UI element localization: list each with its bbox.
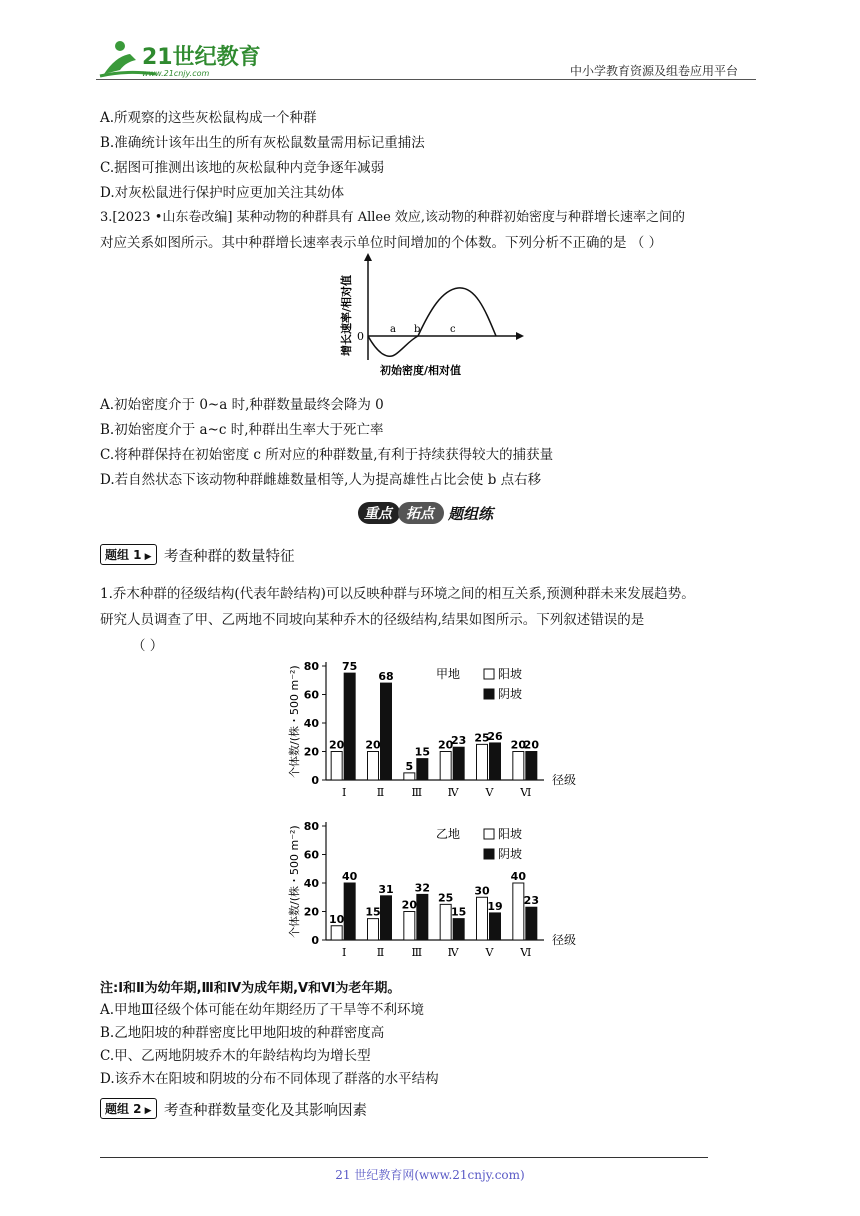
bar [381, 683, 392, 780]
bar [344, 883, 355, 940]
x-tick-label: Ⅴ [485, 946, 494, 959]
y-tick-label: 40 [303, 877, 319, 890]
q3-stem-line1: 3.[2023 •山东卷改编] 某种动物的种群具有 Allee 效应,该动物的种群初始密度与种群增长速率之间的 [100, 210, 686, 225]
chart-title: 甲地 [436, 667, 461, 681]
group1-option-b: B.乙地阳坡的种群密度比甲地阳坡的种群密度高 [100, 1025, 385, 1041]
play-triangle-icon: ▶ [141, 552, 152, 562]
x-tick-label: Ⅰ [341, 946, 347, 959]
data-label: 23 [451, 734, 467, 748]
data-label: 32 [414, 881, 430, 895]
bar [490, 743, 501, 780]
x-tick-label: Ⅵ [520, 946, 532, 959]
q3-stem-line2: 对应关系如图所示。其中种群增长速率表示单位时间增加的个体数。下列分析不正确的是 （ ） [100, 235, 663, 251]
bar [477, 744, 488, 780]
bar [417, 759, 428, 780]
data-label: 20 [510, 738, 526, 752]
allee-x-label: 初始密度/相对值 [380, 364, 462, 377]
allee-chart [330, 252, 530, 380]
footer-text: 21 世纪教育网(www.21cnjy.com) [335, 1168, 525, 1182]
x-tick-label: Ⅲ [411, 946, 423, 959]
logo-text: 21世纪教育 [142, 45, 261, 70]
q2-option-b: B.准确统计该年出生的所有灰松鼠数量需用标记重捕法 [100, 135, 425, 151]
x-axis-label: 径级 [552, 933, 577, 947]
q3-option-c: C.将种群保持在初始密度 c 所对应的种群数量,有利于持续获得较大的捕获量 [100, 447, 554, 463]
data-label: 19 [487, 899, 503, 913]
group1-q1-line2: 研究人员调查了甲、乙两地不同坡向某种乔木的径级结构,结果如图所示。下列叙述错误的是 [100, 612, 645, 628]
x-tick-label: Ⅵ [520, 786, 532, 799]
data-label: 5 [405, 759, 414, 773]
data-label: 68 [378, 670, 394, 684]
group1-option-a: A.甲地Ⅲ径级个体可能在幼年期经历了干旱等不利环境 [100, 1002, 425, 1018]
bar [453, 747, 464, 780]
bar [404, 773, 415, 780]
x-tick-label: Ⅰ [341, 786, 347, 799]
legend-label: 阴坡 [498, 847, 523, 861]
legend-swatch [484, 849, 494, 859]
data-label: 15 [414, 745, 430, 759]
bar [417, 894, 428, 940]
site-logo [96, 36, 266, 82]
group1-q1-line1: 1.乔木种群的径级结构(代表年龄结构)可以反映种群与环境之间的相互关系,预测种群未来发展趋势。 [100, 586, 695, 602]
play-triangle-icon: ▶ [141, 1106, 152, 1116]
y-tick-label: 20 [303, 745, 319, 759]
group1-option-c: C.甲、乙两地阴坡乔木的年龄结构均为增长型 [100, 1048, 371, 1064]
banner-left: 重点 [364, 506, 392, 522]
section-banner [358, 500, 508, 526]
y-axis-label: 个体数/(株・500 m⁻²) [288, 665, 301, 778]
data-label: 40 [510, 870, 526, 883]
group2-title: 考查种群数量变化及其影响因素 [164, 1103, 367, 1119]
data-label: 23 [523, 894, 539, 908]
bar [513, 883, 524, 940]
x-tick-label: Ⅴ [485, 786, 494, 799]
legend-label: 阳坡 [498, 827, 523, 841]
group1-note: 注:Ⅰ和Ⅱ为幼年期,Ⅲ和Ⅳ为成年期,Ⅴ和Ⅵ为老年期。 [100, 981, 401, 996]
q3-option-b: B.初始密度介于 a~c 时,种群出生率大于死亡率 [100, 422, 384, 438]
y-tick-label: 80 [303, 820, 319, 833]
data-label: 75 [342, 660, 358, 674]
bar [477, 897, 488, 940]
data-label: 30 [474, 884, 490, 898]
data-label: 20 [329, 738, 345, 752]
data-label: 15 [451, 905, 467, 919]
bar [490, 913, 501, 940]
allee-y-label: 增长速率/相对值 [340, 274, 353, 356]
bar-chart-jia [280, 658, 580, 806]
q2-option-a: A.所观察的这些灰松鼠构成一个种群 [100, 110, 317, 126]
bar [526, 752, 537, 781]
data-label: 31 [378, 882, 394, 896]
data-label: 20 [401, 898, 417, 912]
y-tick-label: 20 [303, 905, 319, 919]
x-axis-label: 径级 [552, 773, 577, 787]
x-tick-label: Ⅳ [447, 946, 459, 959]
legend-swatch [484, 689, 494, 699]
y-axis-label: 个体数/(株・500 m⁻²) [288, 825, 301, 938]
group2-tag [100, 1098, 157, 1119]
x-tick-label: Ⅱ [376, 946, 385, 959]
y-tick-label: 80 [303, 660, 319, 673]
bar [440, 904, 451, 940]
data-label: 20 [365, 738, 381, 752]
group1-tag-text: 题组 1 [105, 548, 142, 562]
banner-right: 题组练 [448, 505, 494, 523]
y-tick-label: 0 [311, 934, 319, 947]
allee-point-c: c [450, 324, 456, 335]
data-label: 26 [487, 729, 503, 743]
data-label: 40 [342, 870, 358, 883]
q2-option-d: D.对灰松鼠进行保护时应更加关注其幼体 [100, 185, 345, 201]
header-divider [96, 79, 756, 80]
x-tick-label: Ⅳ [447, 786, 459, 799]
group1-q1-line3: （ ） [132, 638, 164, 654]
legend-label: 阳坡 [498, 667, 523, 681]
y-tick-label: 60 [303, 848, 319, 862]
bar [381, 896, 392, 940]
bar [331, 752, 342, 781]
x-tick-label: Ⅲ [411, 786, 423, 799]
bar-chart-yi [280, 818, 580, 964]
data-label: 20 [438, 738, 454, 752]
banner-mid: 拓点 [406, 506, 434, 522]
y-tick-label: 40 [303, 717, 319, 730]
legend-swatch [484, 829, 494, 839]
q3-option-a: A.初始密度介于 0~a 时,种群数量最终会降为 0 [100, 397, 384, 413]
group1-title: 考查种群的数量特征 [164, 549, 295, 565]
q3-option-d: D.若自然状态下该动物种群雌雄数量相等,人为提高雄性占比会使 b 点右移 [100, 472, 542, 488]
bar [453, 919, 464, 940]
footer-divider [100, 1157, 708, 1158]
bar [404, 912, 415, 941]
y-tick-label: 0 [311, 774, 319, 787]
bar [368, 919, 379, 940]
q2-option-c: C.据图可推测出该地的灰松鼠种内竞争逐年减弱 [100, 160, 385, 176]
group2-tag-text: 题组 2 [105, 1102, 142, 1116]
y-tick-label: 60 [303, 688, 319, 702]
header-platform-text: 中小学教育资源及组卷应用平台 [570, 64, 739, 78]
bar [526, 907, 537, 940]
allee-point-b: b [414, 324, 421, 335]
data-label: 10 [329, 912, 345, 926]
bar [368, 752, 379, 781]
data-label: 25 [474, 731, 490, 745]
data-label: 20 [523, 738, 539, 752]
data-label: 25 [438, 891, 454, 905]
bar [344, 673, 355, 780]
bar [440, 752, 451, 781]
allee-curve [368, 288, 496, 356]
legend-swatch [484, 669, 494, 679]
group1-option-d: D.该乔木在阳坡和阴坡的分布不同体现了群落的水平结构 [100, 1071, 439, 1087]
legend-label: 阴坡 [498, 687, 523, 701]
logo-subtext: www.21cnjy.com [142, 69, 210, 78]
allee-point-a: a [390, 324, 396, 335]
x-tick-label: Ⅱ [376, 786, 385, 799]
chart-title: 乙地 [436, 827, 461, 841]
allee-origin-label: 0 [357, 330, 364, 343]
bar [513, 752, 524, 781]
allee-y-axis [364, 253, 372, 360]
group1-tag [100, 544, 157, 565]
data-label: 15 [365, 905, 381, 919]
bar [331, 926, 342, 940]
